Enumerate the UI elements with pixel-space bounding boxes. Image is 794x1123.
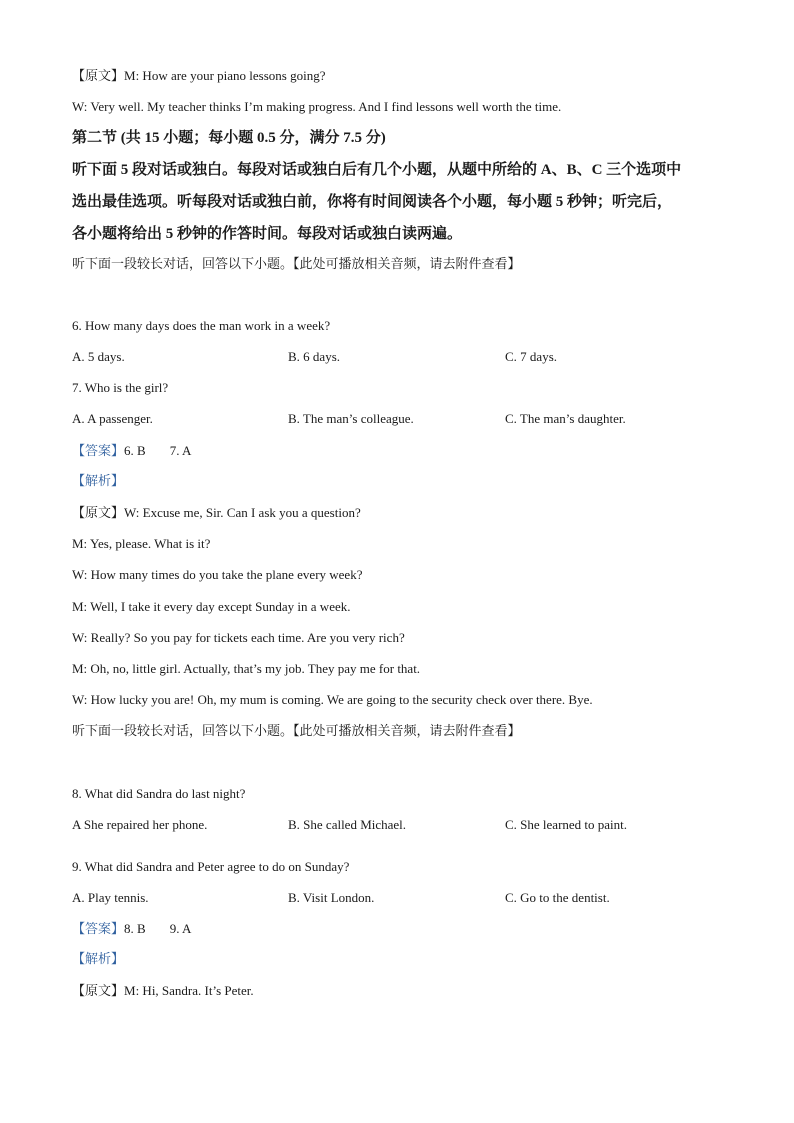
transcript-text: W: Excuse me, Sir. Can I ask you a question? [124, 505, 361, 520]
analysis-label: 【解析】 [72, 952, 125, 967]
transcript-line: W: Very well. My teacher thinks I’m making progress. And I find lessons well worth the time. [72, 99, 562, 114]
transcript-line: M: Well, I take it every day except Sunday in a week. [72, 599, 351, 614]
dialogue-intro: 听下面一段较长对话，回答以下小题。【此处可播放相关音频，请去附件查看】 [72, 724, 521, 739]
option-c: C. Go to the dentist. [505, 890, 610, 905]
option-b: B. Visit London. [288, 890, 375, 905]
transcript-line: W: Really? So you pay for tickets each time. Are you very rich? [72, 630, 405, 645]
answer-value: 8. B [124, 921, 146, 936]
option-b: B. 6 days. [288, 349, 340, 364]
instruction-line: 各小题将给出 5 秒钟的作答时间。每段对话或独白读两遍。 [72, 226, 463, 242]
transcript-text: M: How are your piano lessons going? [124, 68, 326, 83]
transcript-label: 【原文】 [72, 506, 125, 521]
answer-value: 7. A [169, 443, 192, 458]
answer-line [72, 443, 191, 460]
answer-label: 【答案】 [72, 444, 125, 459]
question-stem: 7. Who is the girl? [72, 380, 169, 395]
transcript-line: M: Yes, please. What is it? [72, 536, 211, 551]
option-a: A She repaired her phone. [72, 817, 208, 832]
instruction-line: 选出最佳选项。听每段对话或独白前，你将有时间阅读各个小题，每小题 5 秒钟；听完后， [72, 194, 673, 210]
transcript-line: M: Oh, no, little girl. Actually, that’s my job. They pay me for that. [72, 661, 421, 676]
transcript-line [72, 68, 325, 85]
answer-value: 9. A [169, 921, 192, 936]
option-b: B. The man’s colleague. [288, 411, 414, 426]
transcript-line: W: How many times do you take the plane every week? [72, 567, 363, 582]
option-a: A. 5 days. [72, 349, 125, 364]
answer-line [72, 921, 191, 938]
option-b: B. She called Michael. [288, 817, 407, 832]
transcript-line: W: How lucky you are! Oh, my mum is coming. We are going to the security check over there. Bye. [72, 692, 593, 707]
question-stem: 9. What did Sandra and Peter agree to do on Sunday? [72, 859, 350, 874]
transcript-text: M: Hi, Sandra. It’s Peter. [124, 983, 254, 998]
option-a: A. Play tennis. [72, 890, 149, 905]
analysis-label: 【解析】 [72, 474, 125, 489]
question-stem: 8. What did Sandra do last night? [72, 786, 246, 801]
transcript-label: 【原文】 [72, 984, 125, 999]
option-c: C. She learned to paint. [505, 817, 628, 832]
option-a: A. A passenger. [72, 411, 153, 426]
answer-label: 【答案】 [72, 922, 125, 937]
question-stem: 6. How many days does the man work in a week? [72, 318, 331, 333]
instruction-line: 听下面 5 段对话或独白。每段对话或独白后有几个小题，从题中所给的 A、B、C 三个选项中 [72, 162, 682, 178]
answer-value: 6. B [124, 443, 146, 458]
option-c: C. The man’s daughter. [505, 411, 626, 426]
option-c: C. 7 days. [505, 349, 557, 364]
dialogue-intro: 听下面一段较长对话，回答以下小题。【此处可播放相关音频，请去附件查看】 [72, 257, 521, 272]
transcript-line [72, 983, 254, 1000]
section-heading: 第二节 (共 15 小题；每小题 0.5 分，满分 7.5 分) [72, 130, 386, 146]
transcript-label: 【原文】 [72, 69, 125, 84]
transcript-line [72, 505, 361, 522]
